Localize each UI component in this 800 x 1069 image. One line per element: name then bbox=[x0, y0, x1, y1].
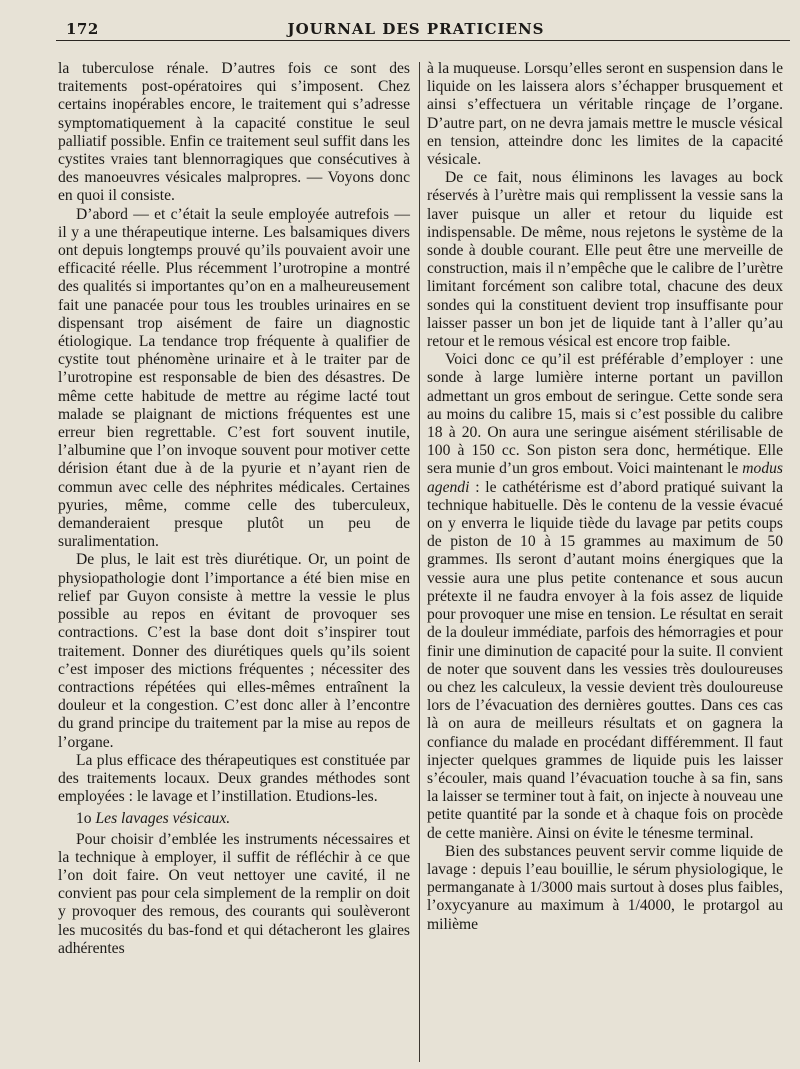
paragraph: Bien des substances peuvent servir comme liquide de lavage : depuis l’eau bouillie, le sérum physiologique, le permanganate à 1/3000 mais surtout à doses plus faibles, l’oxycyanure au maximum à 1/4000, le protargol au milième bbox=[427, 842, 783, 933]
left-column bbox=[58, 60, 410, 958]
header-rule bbox=[56, 40, 790, 41]
paragraph: Pour choisir d’emblée les instruments nécessaires et la technique à employer, il suffit de réfléchir à ce que l’on doit faire. On veut nettoyer une cavité, il ne convient pas pour cela simplement de la remplir on doit y provoquer des remous, des courants qui soulèveront les mucosités du bas-fond et qui détacheront les glaires adhérentes bbox=[58, 830, 410, 957]
paragraph: De plus, le lait est très diurétique. Or, un point de physiopathologie dont l’importance a été bien mise en relief par Guyon consiste à mettre la vessie le plus possible au repos en évitant de provoquer ses contractions. C’est la base dont doit s’inspirer tout traitement. Donner des diurétiques quels qu’ils soient c’est imposer des mictions fréquentes ; nécessiter des contractions répétées qui elles-mêmes entraînent la douleur et la congestion. C’est donc aller à l’encontre du grand principe du traitement par la mise au repos de l’organe. bbox=[58, 551, 410, 751]
text-run: : le cathétérisme est d’abord pratiqué suivant la technique habituelle. Dès le contenu de la vessie évacué on y enverra le liquide tiède du lavage par petits coups de piston de 10 à 15 grammes au maximum de 50 grammes. Ils seront d’autant moins énergiques que la vessie aura une plus petite contenance et sous aucun prétexte il ne faudra envoyer à la fois assez de liquide pour provoquer une mise en tension. Le résultat en serait de la douleur immédiate, parfois des hémorragies et pour finir une diminution de capacité pour la suite. Il convient de noter que souvent dans les vessies très douloureuses ou chez les calculeux, la vessie devient très douloureuse lors de l’évacuation des dernières gouttes. Dans ces cas là on aura de meilleurs résultats et on gagnera la confiance du malade en procédant différemment. Il faut injecter quelques grammes de liquide puis les laisser s’écouler, mais quand l’évacuation touche à sa fin, sans la laisser se terminer tout à fait, on injecte à nouveau une petite quantité par la sonde et à chaque fois on procède de cette manière. Ainsi on évite le ténesme terminal. bbox=[427, 478, 783, 842]
italic-term: modus agendi bbox=[427, 460, 783, 496]
section-number: 1o bbox=[76, 810, 92, 828]
paragraph: La plus efficace des thérapeutiques est constituée par des traitements locaux. Deux grandes méthodes sont employées : le lavage et l’instillation. Etudions-les. bbox=[58, 751, 410, 806]
journal-title: JOURNAL DES PRATICIENS bbox=[287, 20, 545, 38]
paragraph: la tuberculose rénale. D’autres fois ce sont des traitements post-opératoires qui s’imposent. Chez certains inopérables encore, le traitement qui s’adresse symptomatiquement à la capacité constitue le seul palliatif possible. Enfin ce traitement seul suffit dans les cystites vraies tant blennorragiques que consécutives à des manoeuvres vésicales malpropres. — Voyons donc en quoi il consiste. bbox=[58, 60, 410, 205]
text-run: Voici donc ce qu’il est préférable d’employer : une sonde à large lumière interne portant un pavillon admettant un gros embout de seringue. Cette sonde sera au moins du calibre 15, mais si c’est possible du calibre 18 à 20. On aura une seringue aisément stérilisable de 100 à 150 cc. Son piston sera donc, hermétique. Elle sera munie d’un gros embout. Voici maintenant le bbox=[427, 351, 783, 478]
paragraph: à la muqueuse. Lorsqu’elles seront en suspension dans le liquide on les laissera alors s’échapper brusquement et ainsi s’effectuera un véritable rinçage de l’organe. D’autre part, on ne devra jamais mettre le muscle vésical en tension, atteindre donc les limites de la capacité vésicale. bbox=[427, 60, 783, 169]
column-divider bbox=[419, 62, 420, 1062]
section-heading bbox=[58, 810, 410, 828]
page-number: 172 bbox=[66, 20, 99, 38]
paragraph: De ce fait, nous éliminons les lavages au bock réservés à l’urètre mais qui remplissent la vessie sans la laver puisque un aller et retour du liquide est indispensable. De même, nous rejetons le système de la sonde à double courant. Elle peut être une merveille de construction, mais il n’empêche que le calibre de l’urètre limitant forcément son calibre total, chacune des deux sondes qui la constituent devient trop insuffisante pour laisser passer un bon jet de liquide tant à l’aller qu’au retour et le remous vésical est encore trop faible. bbox=[427, 169, 783, 351]
right-column bbox=[427, 60, 783, 934]
section-title: Les lavages vésicaux. bbox=[95, 810, 231, 828]
paragraph bbox=[427, 351, 783, 842]
paragraph: D’abord — et c’était la seule employée autrefois — il y a une thérapeutique interne. Les balsamiques divers ont depuis longtemps prouvé qu’ils pouvaient avoir une efficacité réelle. Plus récemment l’urotropine a montré des qualités si importantes qu’on en a malheureusement fait une panacée pour tous les troubles urinaires en se dispensant trop aisément de faire un diagnostic étiologique. La tendance trop fréquente à qualifier de cystite tout phénomène urinaire et à le traiter par de l’urotropine est responsable de bien des désastres. De même cette habitude de mettre au régime lacté tout malade se plaignant de mictions fréquentes est une erreur bien regrettable. C’est fort souvent inutile, l’albumine que l’on invoque souvent pour motiver cette dérision étant due à de la pyurie et n’ayant rien de commun avec celle des néphrites médicales. Certaines pyuries, même, comme celle des tuberculeux, demanderaient presque plutôt un peu de suralimentation. bbox=[58, 205, 410, 551]
